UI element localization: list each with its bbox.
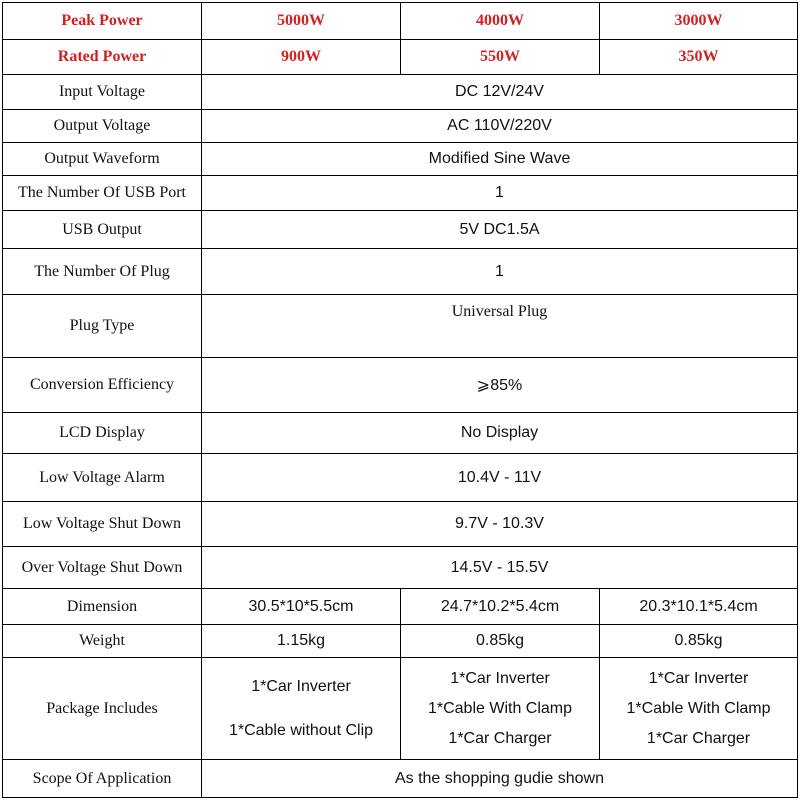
plug-type-value: Universal Plug xyxy=(202,295,798,358)
rated-power-row xyxy=(3,40,798,75)
output-voltage-label: Output Voltage xyxy=(3,110,202,143)
table-row xyxy=(3,75,798,110)
package-item: 1*Car Inverter xyxy=(648,669,749,687)
weight-value: 0.85kg xyxy=(401,625,600,658)
plug-type-label: Plug Type xyxy=(3,295,202,358)
table-row xyxy=(3,454,798,502)
table-row xyxy=(3,249,798,295)
scope-row xyxy=(3,760,798,798)
package-item: 1*Car Inverter xyxy=(251,677,351,695)
package-item: 1*Cable With Clamp xyxy=(427,699,573,717)
low-voltage-shutdown-label: Low Voltage Shut Down xyxy=(3,502,202,547)
conversion-efficiency-label: Conversion Efficiency xyxy=(3,358,202,413)
over-voltage-shutdown-label: Over Voltage Shut Down xyxy=(3,547,202,589)
table-row xyxy=(3,295,798,358)
usb-output-label: USB Output xyxy=(3,211,202,249)
table-row xyxy=(3,413,798,454)
package-item: 1*Cable With Clamp xyxy=(626,699,771,717)
package-contents-3000 xyxy=(600,658,798,760)
input-voltage-label: Input Voltage xyxy=(3,75,202,110)
scope-value: As the shopping gudie shown xyxy=(202,760,798,798)
peak-power-label: Peak Power xyxy=(3,3,202,40)
package-row xyxy=(3,658,798,760)
package-contents-5000 xyxy=(202,658,401,760)
package-contents-4000 xyxy=(401,658,600,760)
plug-count-value: 1 xyxy=(202,249,798,295)
package-item: 1*Car Charger xyxy=(448,729,552,747)
output-waveform-label: Output Waveform xyxy=(3,143,202,176)
weight-row xyxy=(3,625,798,658)
peak-power-4000: 4000W xyxy=(401,3,600,40)
dimension-value: 20.3*10.1*5.4cm xyxy=(600,589,798,625)
lcd-display-label: LCD Display xyxy=(3,413,202,454)
rated-power-550: 550W xyxy=(401,40,600,75)
over-voltage-shutdown-value: 14.5V - 15.5V xyxy=(202,547,798,589)
peak-power-5000: 5000W xyxy=(202,3,401,40)
plug-count-label: The Number Of Plug xyxy=(3,249,202,295)
usb-port-count-value: 1 xyxy=(202,176,798,211)
usb-port-count-label: The Number Of USB Port xyxy=(3,176,202,211)
table-row xyxy=(3,110,798,143)
low-voltage-alarm-label: Low Voltage Alarm xyxy=(3,454,202,502)
input-voltage-value: DC 12V/24V xyxy=(202,75,798,110)
package-item: 1*Car Inverter xyxy=(450,669,550,687)
peak-power-row xyxy=(3,3,798,40)
weight-value: 1.15kg xyxy=(202,625,401,658)
weight-value: 0.85kg xyxy=(600,625,798,658)
table-row xyxy=(3,358,798,413)
dimension-row xyxy=(3,589,798,625)
dimension-value: 24.7*10.2*5.4cm xyxy=(401,589,600,625)
rated-power-label: Rated Power xyxy=(3,40,202,75)
output-voltage-value: AC 110V/220V xyxy=(202,110,798,143)
package-label: Package Includes xyxy=(3,658,202,760)
scope-label: Scope Of Application xyxy=(3,760,202,798)
table-row xyxy=(3,211,798,249)
table-row xyxy=(3,502,798,547)
package-item: 1*Car Charger xyxy=(646,729,751,747)
weight-label: Weight xyxy=(3,625,202,658)
rated-power-900: 900W xyxy=(202,40,401,75)
usb-output-value: 5V DC1.5A xyxy=(202,211,798,249)
low-voltage-shutdown-value: 9.7V - 10.3V xyxy=(202,502,798,547)
conversion-efficiency-value: ⩾85% xyxy=(202,358,798,413)
peak-power-3000: 3000W xyxy=(600,3,798,40)
dimension-value: 30.5*10*5.5cm xyxy=(202,589,401,625)
output-waveform-value: Modified Sine Wave xyxy=(202,143,798,176)
table-row xyxy=(3,143,798,176)
table-row xyxy=(3,176,798,211)
spec-table xyxy=(2,2,798,798)
table-row xyxy=(3,547,798,589)
package-item: 1*Cable without Clip xyxy=(228,721,374,739)
low-voltage-alarm-value: 10.4V - 11V xyxy=(202,454,798,502)
rated-power-350: 350W xyxy=(600,40,798,75)
dimension-label: Dimension xyxy=(3,589,202,625)
lcd-display-value: No Display xyxy=(202,413,798,454)
